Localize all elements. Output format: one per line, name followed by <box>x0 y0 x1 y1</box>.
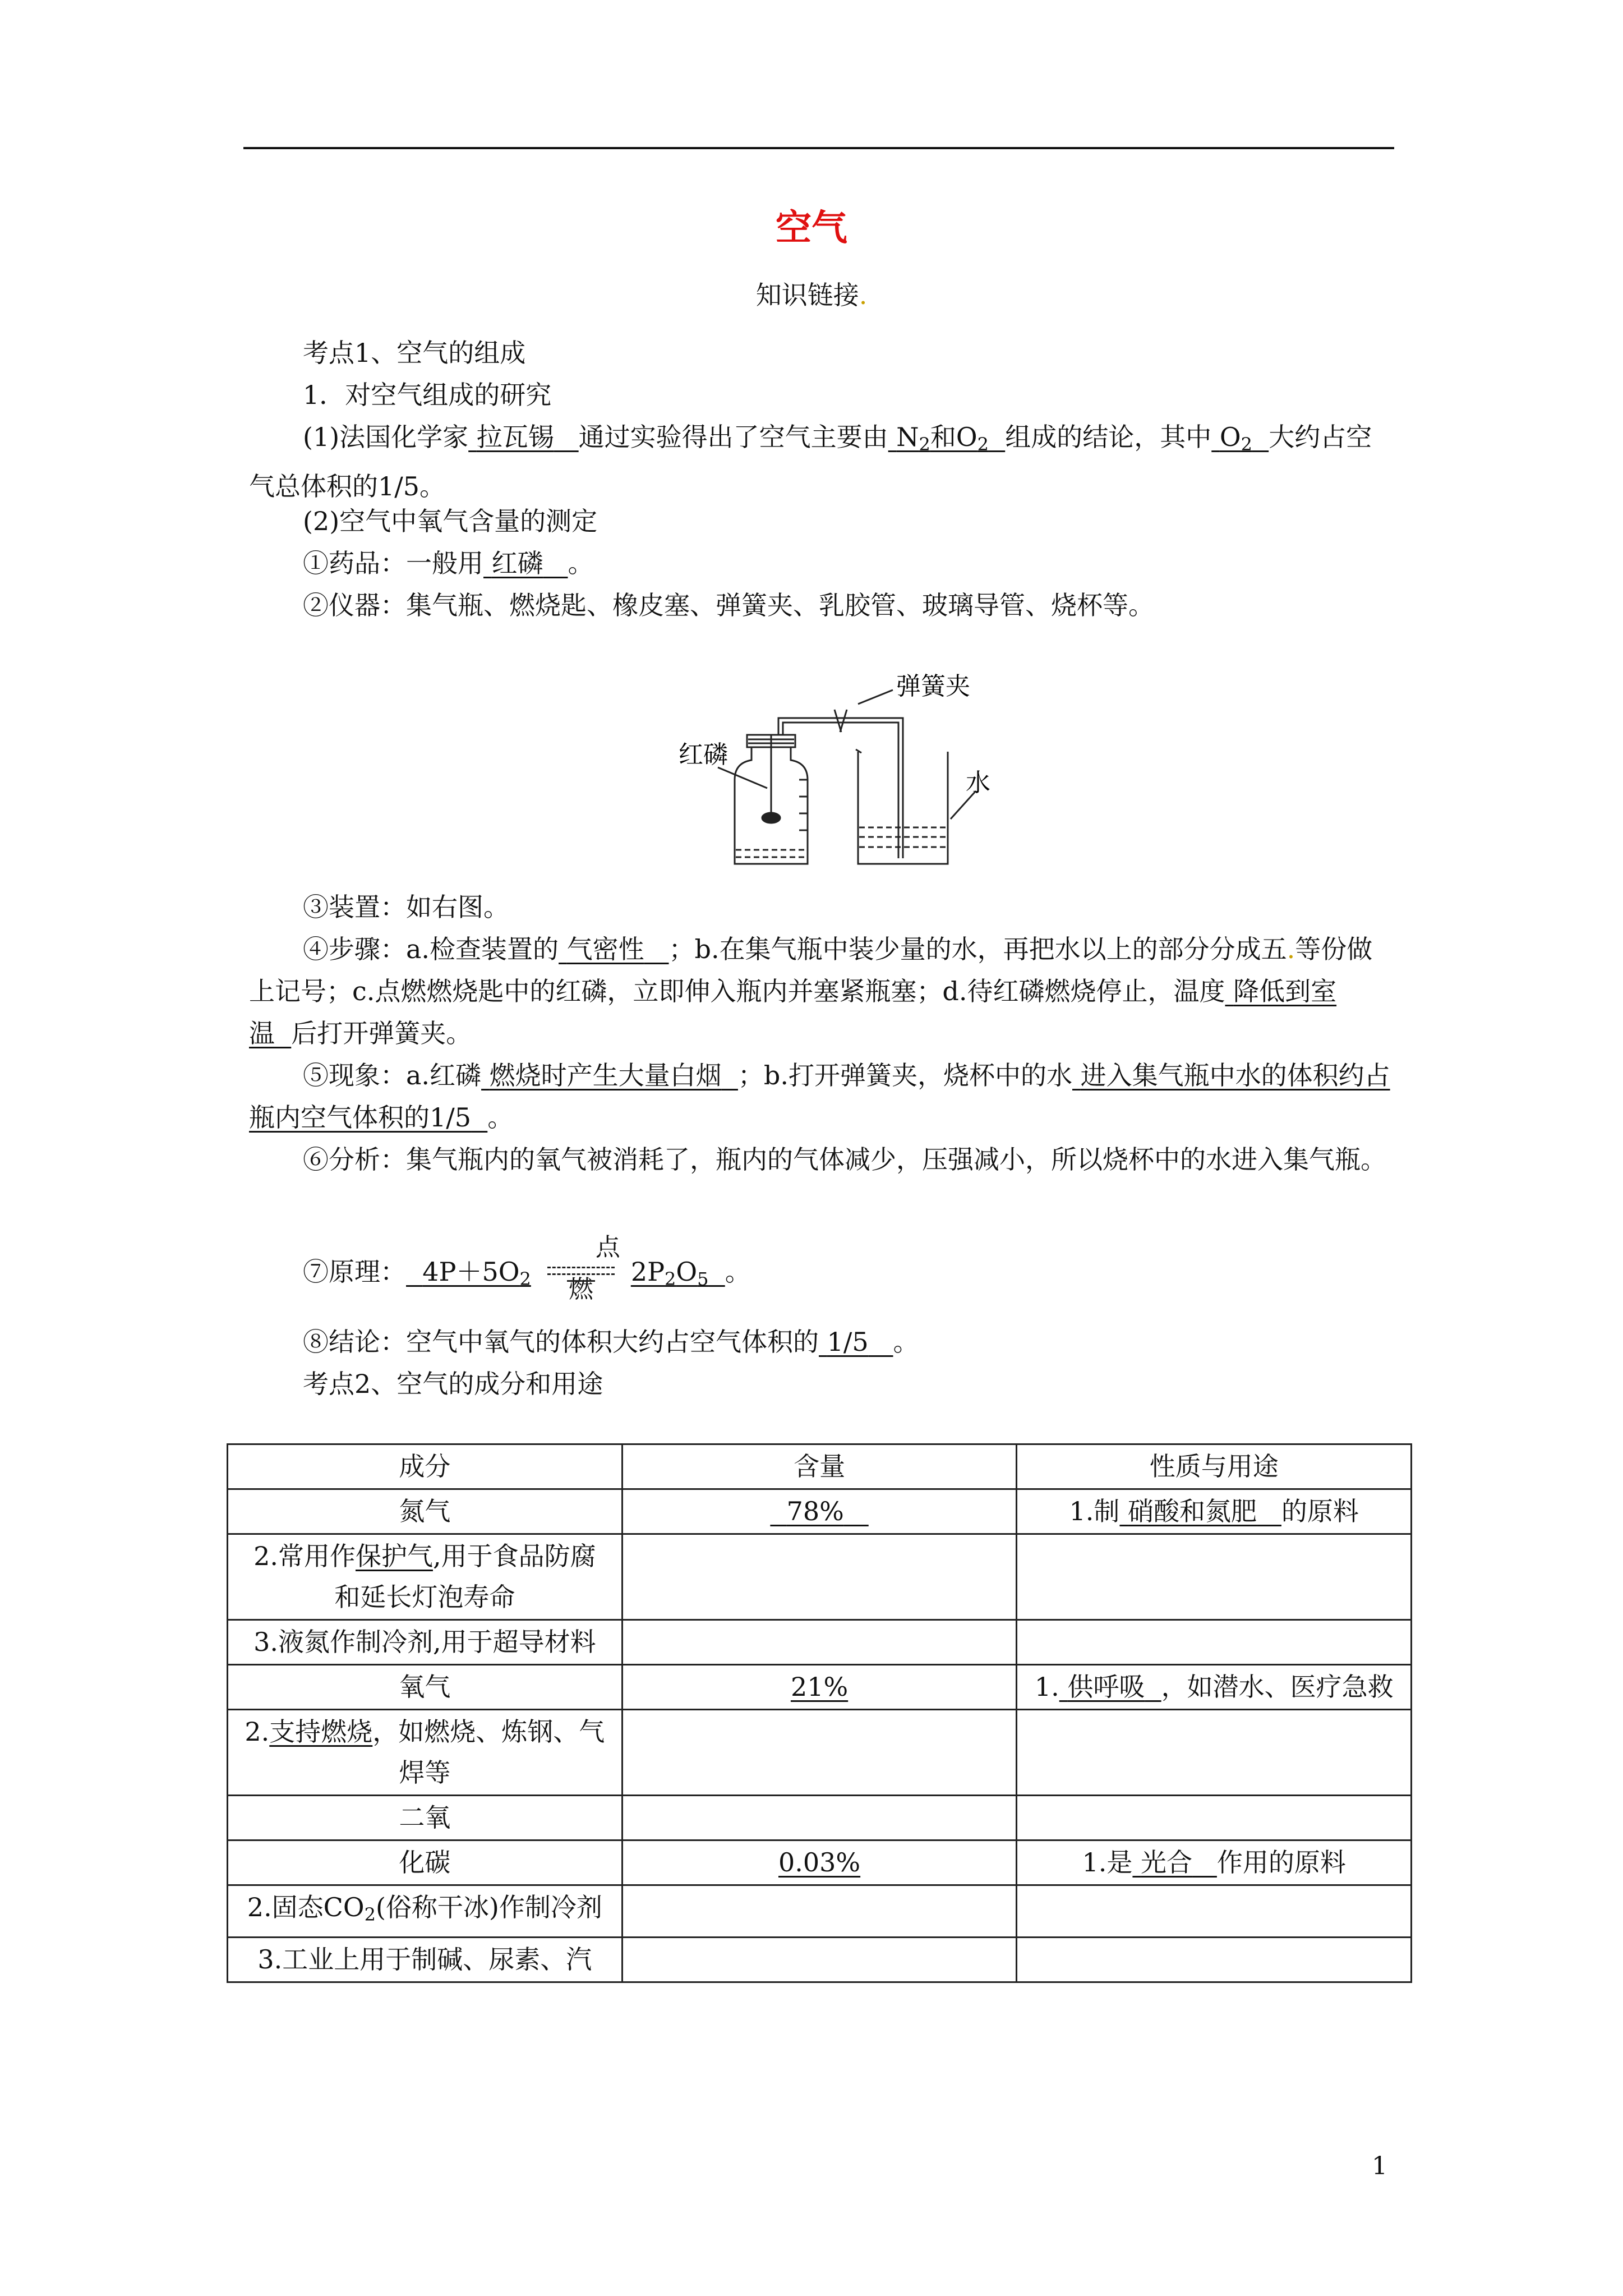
device-line: ③装置：如右图。 <box>303 892 509 922</box>
table-row: 二氧 <box>228 1796 1412 1841</box>
table-row: 氧气 21% 1. 供呼吸 ，如潜水、医疗急救 <box>228 1665 1412 1710</box>
table-header-row <box>228 1444 1412 1489</box>
phenomenon-paragraph: ⑤现象：a.红磷 燃烧时产生大量白烟 ；b.打开弹簧夹，烧杯中的水 进入集气瓶中水的体积约占瓶内空气体积的1/5 。 <box>249 1060 1390 1133</box>
table-row: 氮气 78% 1.制 硝酸和氮肥 的原料 <box>228 1489 1412 1534</box>
table-row: 2.固态$CO_2$(俗称干冰)作制冷剂 <box>228 1885 1412 1938</box>
header-cell: 含量 <box>622 1444 1017 1489</box>
reaction-condition: 点燃 <box>539 1254 623 1294</box>
steps-paragraph: ④步骤：a.检查装置的 气密性 ；b.在集气瓶中装少量的水，再把水以上的部分分成五.等份做上记号；c.点燃燃烧匙中的红磷，立即伸入瓶内并塞紧瓶塞；d.待红磷燃烧停止，温度 降低到室温 后打开弹簧夹。 <box>249 934 1373 1048</box>
table-row: 化碳 0.03% 1.是 光合 作用的原料 <box>228 1841 1412 1885</box>
table-row: 2.支持燃烧，如燃烧、炼钢、气焊等 <box>228 1710 1412 1796</box>
apparatus-figure <box>679 672 1009 881</box>
label-water: 水 <box>966 769 990 797</box>
analysis-paragraph: ⑥分析：集气瓶内的氧气被消耗了，瓶内的气体减少，压强减小，所以烧杯中的水进入集气瓶。 <box>303 1144 1386 1175</box>
spring-clamp <box>834 710 841 732</box>
label-phosphorus: 红磷 <box>679 740 728 769</box>
header-cell: 性质与用途 <box>1017 1444 1412 1489</box>
instrument-line: ②仪器：集气瓶、燃烧匙、橡皮塞、弹簧夹、乳胶管、玻璃导管、烧杯等。 <box>303 590 1154 620</box>
principle-line: ⑦原理： $4P+5O_2$ 点燃 $2P_2O_5$ 。 <box>303 1233 751 1304</box>
subtitle: 知识链接. <box>755 280 868 310</box>
conclusion-line: ⑧结论：空气中氧气的体积大约占空气体积的 1/5 。 <box>303 1327 919 1357</box>
glass-tube <box>778 718 903 858</box>
table-row: 3.液氮作制冷剂,用于超导材料 <box>228 1620 1412 1665</box>
subsection-oxygen: (2)空气中氧气含量的测定 <box>303 506 598 536</box>
header-cell: 成分 <box>228 1444 623 1489</box>
section1-heading: 考点1、空气的组成 <box>303 338 526 368</box>
header-rule <box>243 147 1394 149</box>
table-row: 3.工业上用于制碱、尿素、汽 <box>228 1938 1412 1982</box>
composition-table <box>227 1443 1412 1983</box>
item1: 1．对空气组成的研究 <box>303 380 552 410</box>
table-row: 2.常用作保护气,用于食品防腐和延长灯泡寿命 <box>228 1534 1412 1620</box>
drug-line: ①药品：一般用 红磷 。 <box>303 548 594 578</box>
label-clamp: 弹簧夹 <box>896 672 970 701</box>
red-phosphorus <box>762 813 780 823</box>
page-number: 1 <box>1372 2152 1387 2180</box>
section2-heading: 考点2、空气的成分和用途 <box>303 1369 603 1399</box>
page-title: 空气 <box>776 207 847 249</box>
para-lavoisier: (1)法国化学家 拉瓦锡 通过实验得出了空气主要由 $N_2$和$O_2$ 组成的结论，其中 $O_2$ 大约占空气总体积的1/5。 <box>249 422 1372 501</box>
